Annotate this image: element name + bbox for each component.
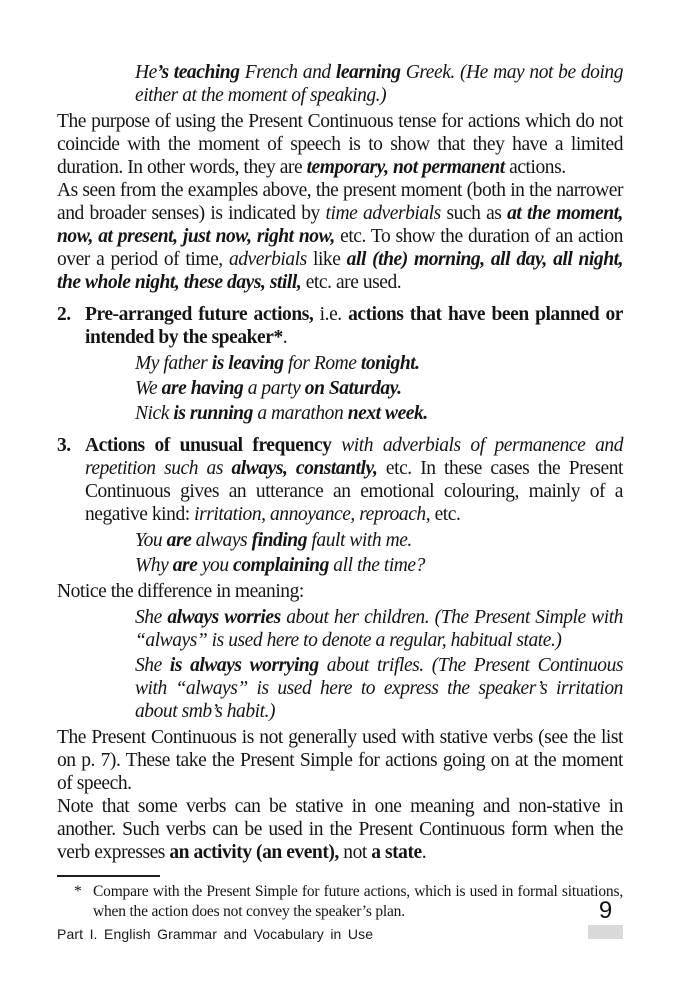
example-sentence <box>135 352 623 375</box>
paragraph <box>57 179 623 294</box>
text-segment: learning <box>335 62 401 83</box>
example-group <box>135 61 623 107</box>
text-segment: irritation, annoyance, reproach, <box>194 504 431 525</box>
text-segment: like <box>306 249 347 270</box>
text-segment: is always worrying <box>169 655 319 676</box>
footer-section-title: Part I. English Grammar and Vocabulary in Use <box>57 926 374 942</box>
text-segment: etc. are used. <box>301 272 402 293</box>
example-sentence <box>135 554 623 577</box>
text-segment: Why <box>135 555 173 576</box>
list-number: 2. <box>57 304 71 325</box>
numbered-item-text <box>85 303 623 349</box>
text-segment: The purpose of using the Present Continuous tense for actions which do not coincide with the moment of speech is to show that they have a limited duration. In other words, they are <box>57 111 623 178</box>
example-group <box>135 606 623 723</box>
text-segment: with adverbials of permanence and repetition such as <box>85 435 623 479</box>
text-segment: not <box>338 842 372 863</box>
text-segment: Greek. (He may not be doing either at the moment of speaking.) <box>135 62 624 106</box>
text-segment: . <box>282 327 288 348</box>
text-segment: such as <box>440 203 508 224</box>
folio <box>588 898 623 939</box>
paragraph <box>57 726 623 795</box>
footnote-marker: * <box>74 883 82 900</box>
text-segment: ’s teaching <box>156 62 240 83</box>
example-sentence <box>135 529 623 552</box>
text-segment: next week. <box>347 403 428 424</box>
text-segment: finding <box>251 530 307 551</box>
example-sentence <box>135 654 623 723</box>
text-segment: We <box>135 378 162 399</box>
text-segment: He <box>135 62 157 83</box>
numbered-item-text <box>85 434 623 526</box>
text-segment: fault with me. <box>307 530 412 551</box>
text-segment: adverbials <box>228 249 307 270</box>
paragraph <box>57 580 623 603</box>
text-segment: etc. <box>430 504 461 525</box>
paragraph <box>57 110 623 179</box>
text-segment: about her children. (The Present Simple with “always” is used here to denote a regular, habitual state.) <box>135 607 623 651</box>
text-segment: . <box>421 842 427 863</box>
page-tab <box>588 925 623 939</box>
text-segment: actions that have been planned or intended by the speaker* <box>85 304 623 348</box>
text-segment: Note that some verbs can be stative in one meaning and non-stative in another. Such verbs can be used in the Present Continuous form when the verb expresses <box>57 796 623 863</box>
text-segment: are having <box>161 378 244 399</box>
text-segment: on Saturday. <box>304 378 402 399</box>
text-segment: an activity (an event), <box>169 842 339 863</box>
page-number: 9 <box>598 897 613 924</box>
text-segment: a party <box>243 378 305 399</box>
numbered-item <box>57 303 623 349</box>
example-sentence <box>135 377 623 400</box>
text-segment: all the time? <box>328 555 425 576</box>
text-segment: at the moment, now, at present, just now, right now, <box>57 203 623 247</box>
text-segment: for Rome <box>283 353 361 374</box>
text-segment: She <box>135 607 168 628</box>
text-segment: Pre-arranged future actions, <box>85 304 314 325</box>
text-segment: Nick <box>135 403 174 424</box>
text-segment: you <box>197 555 234 576</box>
text-segment: etc. To show the duration of an action over a period of time, <box>57 226 623 270</box>
text-segment: always, constantly, <box>231 458 378 479</box>
footnote-text <box>57 882 623 922</box>
text-segment: i.e. <box>313 304 349 325</box>
example-sentence <box>135 61 623 107</box>
text-segment: time adverbials <box>325 203 441 224</box>
text-segment: always <box>191 530 252 551</box>
text-segment: etc. In these cases the Present Continuous gives an utterance an emotional colouring, mainly of a negative kind: <box>85 458 623 525</box>
text-segment: always worries <box>167 607 281 628</box>
text-segment: actions. <box>504 157 566 178</box>
text-segment: As seen from the examples above, the present moment (both in the narrower and broader senses) is indicated by <box>57 180 623 224</box>
text-segment: She <box>135 655 170 676</box>
text-segment: temporary, not permanent <box>306 157 505 178</box>
paragraph <box>57 795 623 864</box>
text-segment: are <box>172 555 198 576</box>
text-segment: complaining <box>233 555 329 576</box>
text-segment: Actions of unusual frequency <box>85 435 332 456</box>
text-segment: My father <box>135 353 212 374</box>
text-segment: Notice the difference in meaning: <box>57 581 304 602</box>
text-segment: a state <box>371 842 422 863</box>
example-sentence <box>135 606 623 652</box>
text-segment: are <box>166 530 192 551</box>
text-segment: tonight. <box>360 353 420 374</box>
example-sentence <box>135 402 623 425</box>
footnote <box>57 875 623 922</box>
text-segment: a marathon <box>252 403 348 424</box>
text-segment: The Present Continuous is not generally used with stative verbs (see the list on p. 7). These take the Present Simple for actions going on at the moment of speech. <box>57 727 623 794</box>
text-segment: is leaving <box>211 353 284 374</box>
text-segment: about trifles. (The Present Continuous with “always” is used here to express the speaker’s irritation about smb’s habit.) <box>135 655 624 722</box>
list-number: 3. <box>57 435 71 456</box>
footnote-rule <box>57 875 160 877</box>
page-content <box>57 58 623 922</box>
text-segment: all (the) morning, all day, all night, the whole night, these days, still, <box>57 249 623 293</box>
text-segment: is running <box>173 403 253 424</box>
example-group <box>135 529 623 577</box>
text-segment: You <box>135 530 167 551</box>
numbered-item <box>57 434 623 526</box>
text-segment: Compare with the Present Simple for future actions, which is used in formal situations, when the action does not convey the speaker’s plan. <box>93 883 623 920</box>
example-group <box>135 352 623 425</box>
text-segment: French and <box>239 62 336 83</box>
